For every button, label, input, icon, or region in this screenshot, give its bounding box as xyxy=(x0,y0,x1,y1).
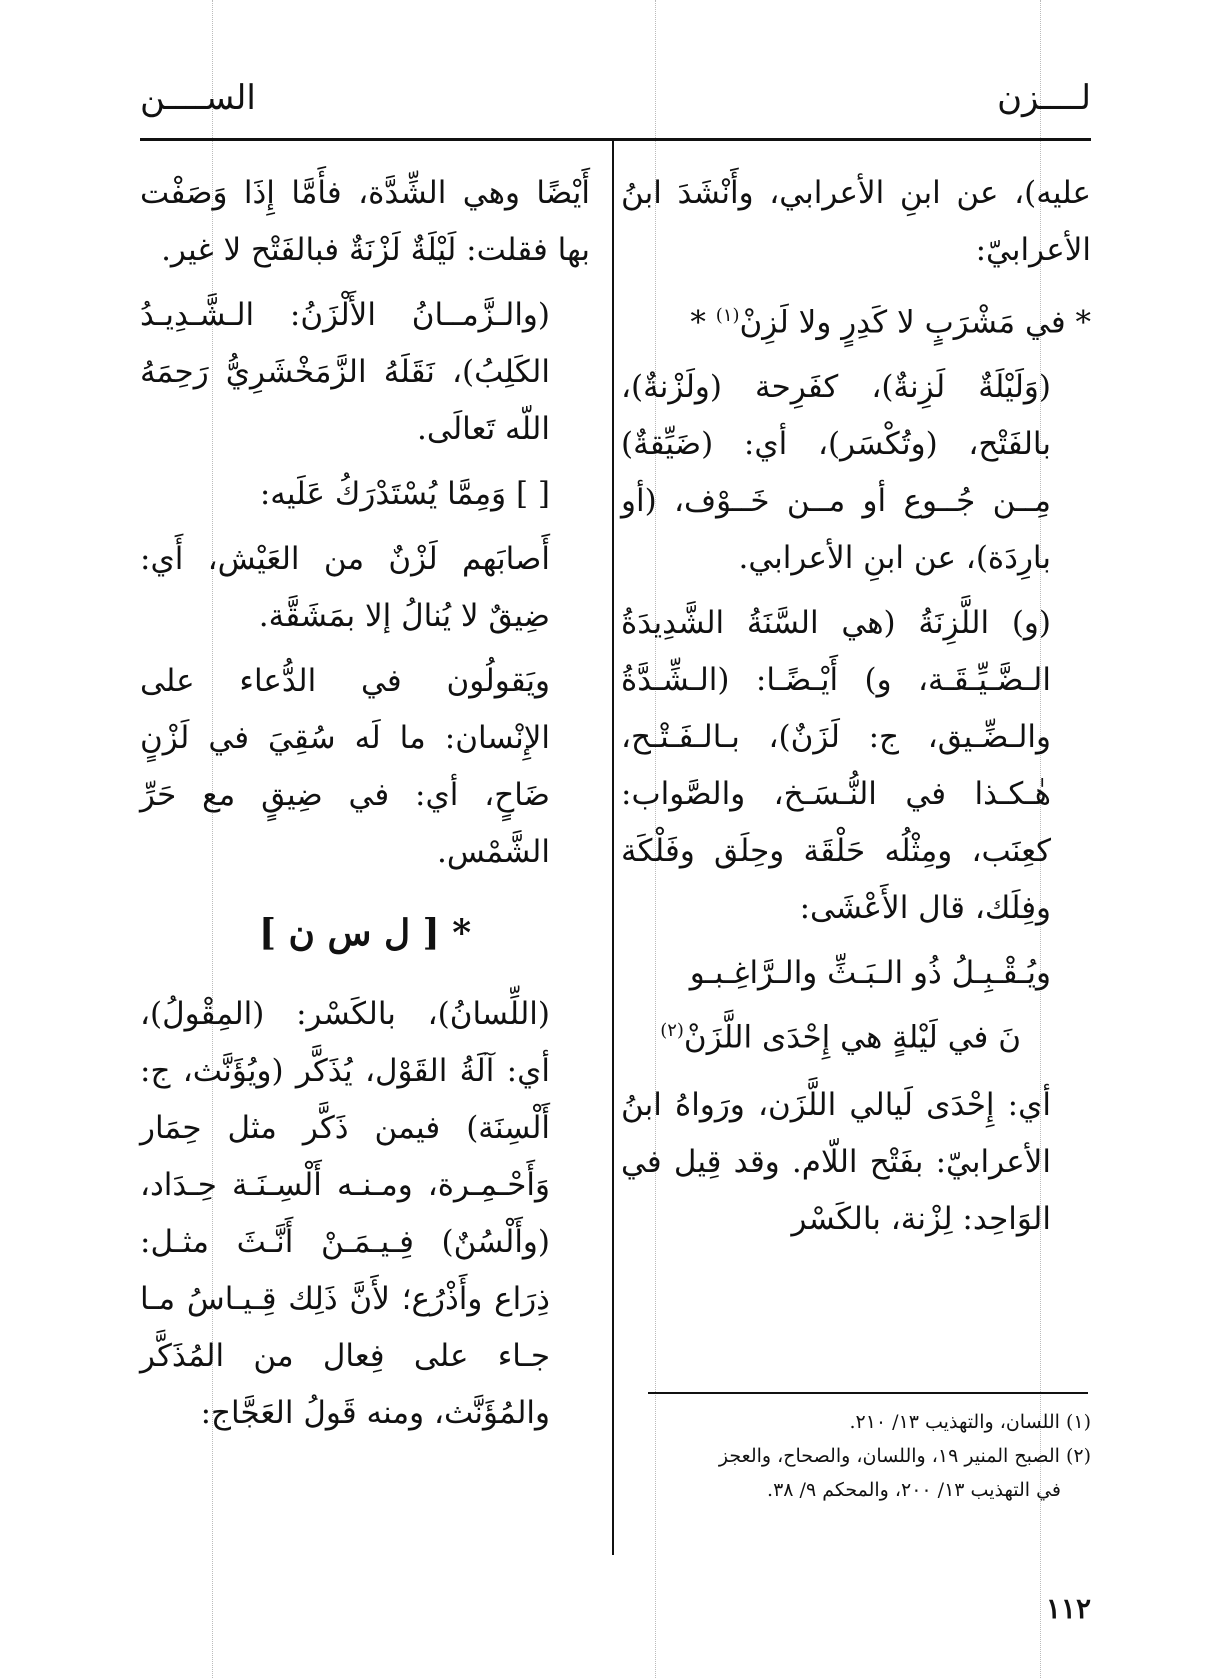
paragraph: (والـزَّمــانُ الأَلْزَنُ: الـشَّـدِيـدُ الكَلِبُ)، نَقَلَهُ الزَّمَخْشَرِيُّ رَحِمَهُ اللّه تَعالَى. xyxy=(140,297,550,447)
verse-end-mark: * xyxy=(690,304,716,341)
verse-hemistich-2 xyxy=(621,1002,1091,1066)
footnote-ref: (١) xyxy=(715,305,740,326)
header-rule xyxy=(140,138,1091,141)
verse-text: * في مَشْرَبٍ لا كَدِرٍ ولا لَزِنْ xyxy=(739,304,1091,341)
header-root-left: الســــن xyxy=(140,78,256,118)
paragraph: [ ] وَمِمَّا يُسْتَدْرَكُ عَلَيه: xyxy=(259,476,550,512)
page-number: ١١٢ xyxy=(1045,1592,1091,1625)
entry-heading: * [ ل س ن ] xyxy=(258,912,472,954)
footnote-rule xyxy=(648,1392,1088,1394)
paragraph: أي: إِحْدَى لَيالي اللَّزَن، ورَواهُ ابنُ الأعرابيّ: بفَتْح اللّام. وقد قِيل في الوَاحِد: لِزْنة، بالكَسْر xyxy=(621,1086,1051,1237)
paragraph: (وَلَيْلَةٌ لَزِنةٌ)، كفَرِحة (ولَزْنةٌ)، بالفَتْح، (وتُكْسَر)، أي: (ضَيِّقةٌ) مِــن جُــوع أو مــن خَــوْف، (أو بارِدَة)، عن ابنِ الأعرابي. xyxy=(621,369,1051,577)
paragraph: أَيْضًا وهي الشِّدَّة، فأَمَّا إِذَا وَصَفْت بها فقلت: لَيْلَةٌ لَزْنَةٌ فبالفَتْح لا غير. xyxy=(140,175,590,268)
paragraph: عليه)، عن ابنِ الأعرابي، وأَنْشَدَ ابنُ الأعرابيّ: xyxy=(621,175,1091,268)
paragraph: ويَقولُون في الدُّعاء على الإِنْسان: ما لَه سُقِيَ في لَزْنٍ ضَاحٍ، أي: في ضِيقٍ مع حَرِّ الشَّمْس. xyxy=(140,663,550,870)
paragraph: أَصابَهم لَزْنٌ من العَيْش، أَي: ضِيقٌ لا يُنالُ إلا بمَشَقَّة. xyxy=(140,541,550,634)
footnote-ref: (٢) xyxy=(660,1020,684,1042)
footnote-1: (١) اللسان، والتهذيب ١٣/ ٢١٠. xyxy=(849,1411,1091,1433)
footnote-2: (٢) الصبح المنير ١٩، واللسان، والصحاح، والعجز xyxy=(718,1445,1091,1467)
footnote-2-continuation: في التهذيب ١٣/ ٢٠٠، والمحكم ٩/ ٣٨. xyxy=(767,1479,1061,1501)
left-column xyxy=(140,165,590,1450)
column-divider xyxy=(612,140,614,1555)
right-column xyxy=(621,165,1091,1256)
paragraph: (اللِّسانُ)، بالكَسْر: (المِقْولُ)، أي: آلَةُ القَوْل، يُذَكَّر (ويُؤَنَّث، ج: أَلْسِنَة) فيمن ذَكَّر مثل حِمَار وَأَحْـمِـرة، ومـنـه أَلْسِـنَـة حِـدَاد، (وأَلْسُنٌ) فِـيـمَـنْ أَنَّـثَ مثـل: ذِرَاع وأَذْرُع؛ لأَنَّ ذَلِك قِـيـاسُ مـا جـاء على فِعال من المُذَكَّر والمُؤَنَّث، ومنه قَولُ العَجَّاج: xyxy=(140,996,550,1431)
paragraph: (و) اللَّزِنَةُ (هي السَّنَةُ الشَّدِيدَةُ الـضَّـيِّـقَـة، و) أَيْـضًـا: (الـشِّـدَّةُ والـضِّـيق، ج: لَزَنٌ)، بـالـفَـتْـح، هٰـكـذا في النُّـسَـخ، والصَّواب: كعِنَب، ومِثْلُه حَلْقَة وحِلَق وفَلْكَة وفِلَك، قال الأَعْشَى: xyxy=(621,605,1051,927)
verse xyxy=(621,945,1091,1066)
verse-text: نَ في لَيْلةٍ هي إِحْدَى اللَّزَنْ xyxy=(683,1019,1021,1056)
verse-hemistich-1: ويُـقْـبِـلُ ذُو الـبَـثِّ والـرَّاغِـبـو xyxy=(689,955,1051,992)
verse-line xyxy=(621,287,1091,351)
header-root-right: لــــزن xyxy=(997,78,1091,118)
footnotes xyxy=(611,1405,1091,1507)
